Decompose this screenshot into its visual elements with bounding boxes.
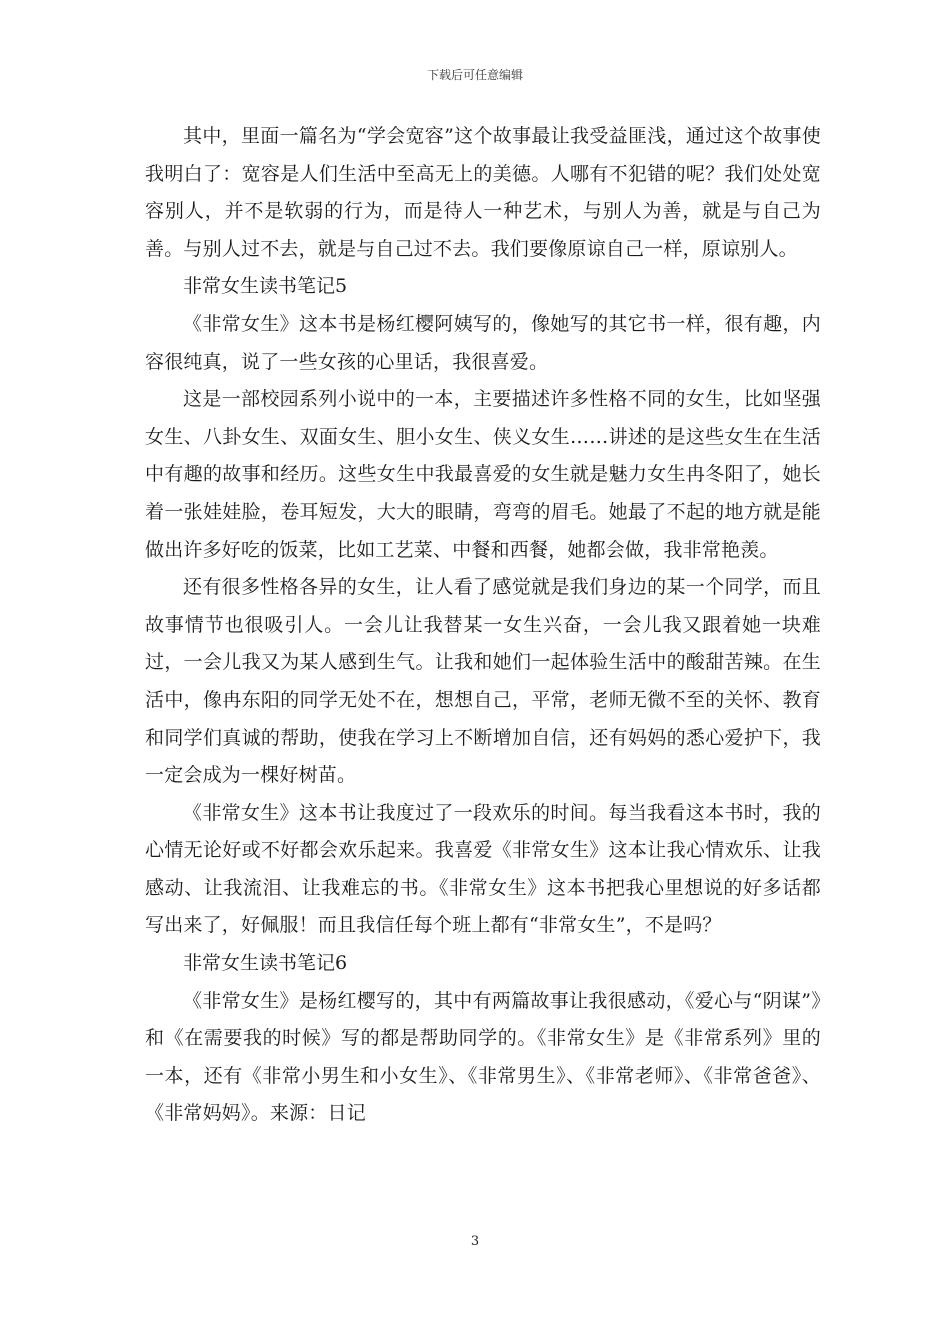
document-body [145, 118, 821, 1133]
section-heading-6: 非常女生读书笔记6 [183, 952, 348, 975]
paragraph-book-intro: 《非常女生》这本书是杨红樱阿姨写的，像她写的其它书一样，很有趣，内容很纯真，说了一些女孩的心里话，我很喜爱。 [145, 312, 821, 373]
paragraph-series: 《非常女生》是杨红樱写的，其中有两篇故事让我很感动，《爱心与“阴谋”》和《在需要我的时候》写的都是帮助同学的。《非常女生》是《非常系列》里的一本，还有《非常小男生和小女生》、《非常男生》、《非常老师》、《非常爸爸》、《非常妈妈》。来源：日记 [145, 989, 821, 1125]
paragraph-characters: 还有很多性格各异的女生，让人看了感觉就是我们身边的某一个同学，而且故事情节也很吸引人。一会儿让我替某一女生兴奋，一会儿我又跟着她一块难过，一会儿我又为某人感到生气。让我和她们一起体验生活中的酸甜苦辣。在生活中，像冉东阳的同学无处不在，想想自己，平常，老师无微不至的关怀、教育和同学们真诚的帮助，使我在学习上不断增加自信，还有妈妈的悉心爱护下，我一定会成为一棵好树苗。 [145, 576, 821, 787]
page-number: 3 [470, 1234, 480, 1249]
section-heading-5: 非常女生读书笔记5 [183, 275, 348, 298]
paragraph-reflection: 《非常女生》这本书让我度过了一段欢乐的时间。每当我看这本书时，我的心情无论好或不好都会欢乐起来。我喜爱《非常女生》这本让我心情欢乐、让我感动、让我流泪、让我难忘的书。《非常女生》这本书把我心里想说的好多话都写出来了，好佩服！而且我信任每个班上都有“非常女生”，不是吗？ [145, 801, 821, 937]
paragraph-book-description: 这是一部校园系列小说中的一本，主要描述许多性格不同的女生，比如坚强女生、八卦女生、双面女生、胆小女生、侠义女生……讲述的是这些女生在生活中有趣的故事和经历。这些女生中我最喜爱的女生就是魅力女生冉冬阳了，她长着一张娃娃脸，卷耳短发，大大的眼睛，弯弯的眉毛。她最了不起的地方就是能做出许多好吃的饭菜，比如工艺菜、中餐和西餐，她都会做，我非常艳羡。 [145, 388, 821, 561]
paragraph-forgiveness: 其中，里面一篇名为“学会宽容”这个故事最让我受益匪浅，通过这个故事使我明白了：宽容是人们生活中至高无上的美德。人哪有不犯错的呢？我们处处宽容别人，并不是软弱的行为，而是待人一种艺术，与别人为善，就是与自己为善。与别人过不去，就是与自己过不去。我们要像原谅自己一样，原谅别人。 [145, 125, 821, 260]
page-header: 下载后可任意编辑 [426, 68, 523, 82]
